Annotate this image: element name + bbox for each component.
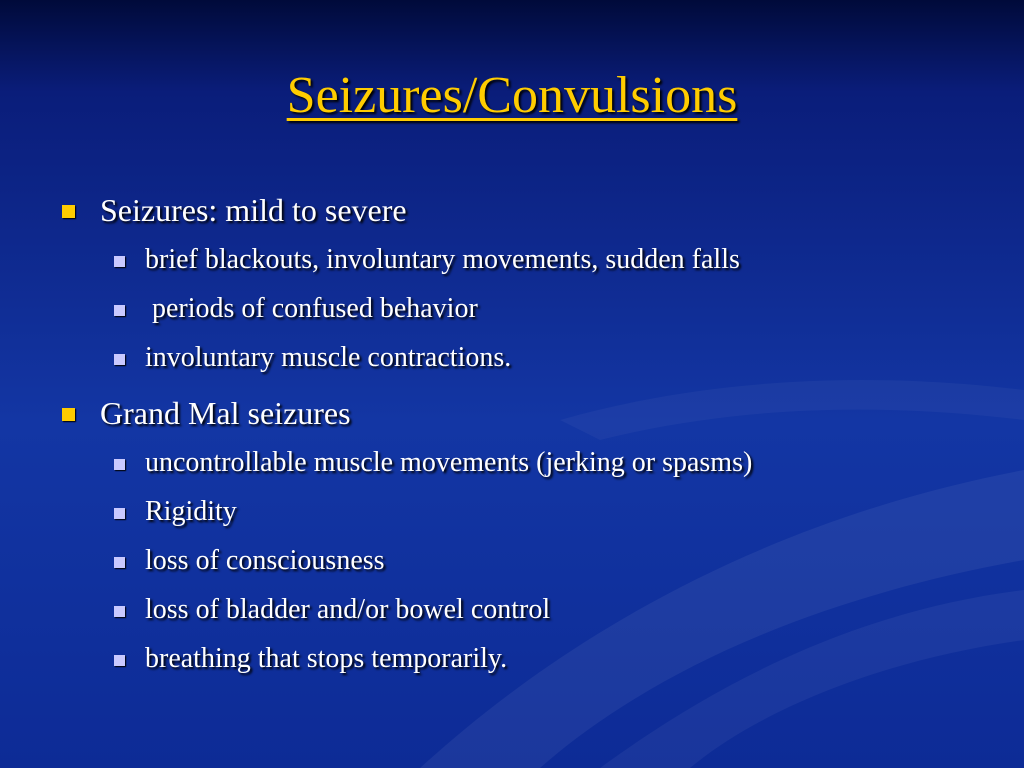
list-item-level2 <box>62 544 992 578</box>
list-item-text: Rigidity <box>145 496 237 527</box>
list-item-level1 <box>62 190 992 230</box>
list-item-text: brief blackouts, involuntary movements, sudden falls <box>145 244 740 275</box>
list-item-level2 <box>62 446 992 480</box>
square-bullet-icon <box>114 256 125 267</box>
list-item-text: Seizures: mild to severe <box>100 192 407 228</box>
list-item-text: involuntary muscle contractions. <box>145 342 512 373</box>
square-bullet-icon <box>114 655 125 666</box>
list-item-text: loss of consciousness <box>145 545 385 576</box>
square-bullet-icon <box>114 459 125 470</box>
square-bullet-icon <box>114 354 125 365</box>
bullet-list <box>62 190 992 691</box>
list-item-level2 <box>62 642 992 676</box>
list-item-level2 <box>62 341 992 375</box>
slide-title: Seizures/Convulsions <box>286 67 738 124</box>
square-bullet-icon <box>114 606 125 617</box>
list-item-text: breathing that stops temporarily. <box>145 643 508 674</box>
square-bullet-icon <box>62 205 75 218</box>
square-bullet-icon <box>114 508 125 519</box>
list-item-text: uncontrollable muscle movements (jerking or spasms) <box>145 447 753 478</box>
list-item-level2 <box>62 593 992 627</box>
list-item-level1 <box>62 393 992 433</box>
list-item-level2 <box>62 292 992 326</box>
list-item-text: periods of confused behavior <box>145 293 478 324</box>
list-item-text: Grand Mal seizures <box>100 395 351 431</box>
list-item-level2 <box>62 495 992 529</box>
square-bullet-icon <box>114 305 125 316</box>
square-bullet-icon <box>62 408 75 421</box>
list-item-text: loss of bladder and/or bowel control <box>145 594 551 625</box>
list-item-level2 <box>62 243 992 277</box>
square-bullet-icon <box>114 557 125 568</box>
